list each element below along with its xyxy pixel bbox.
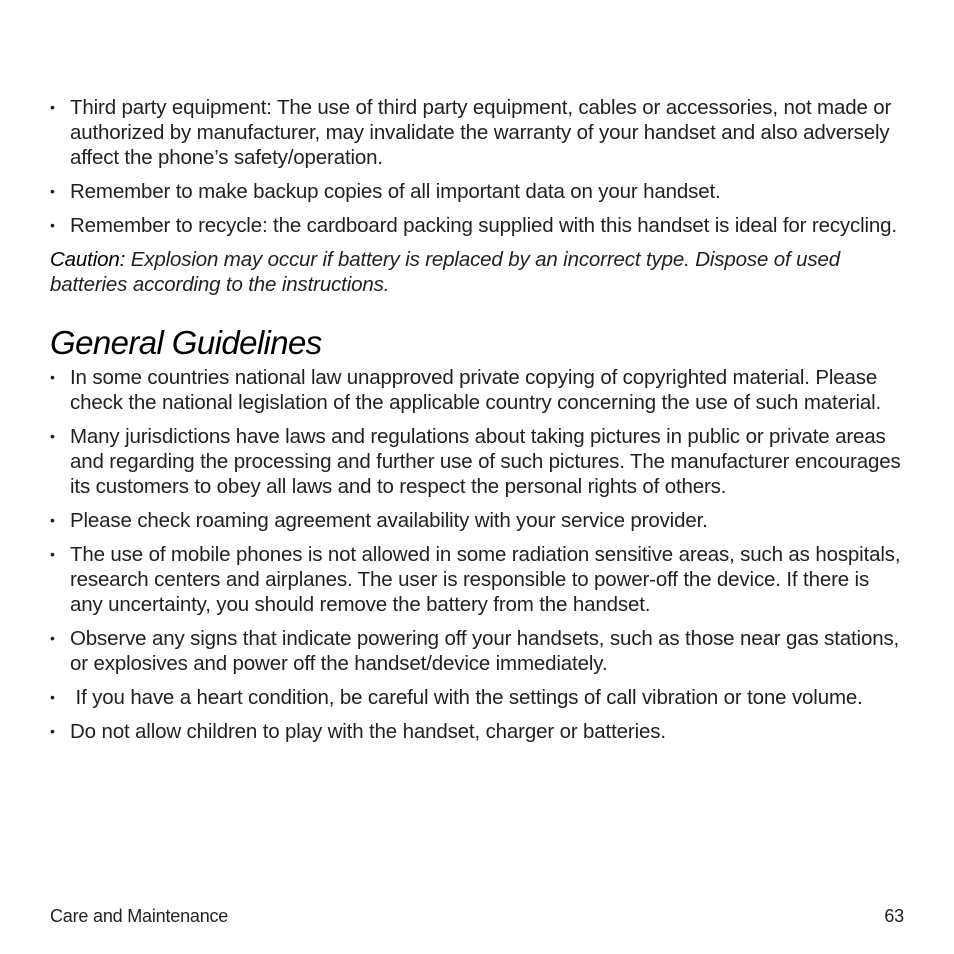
page-content (50, 95, 902, 753)
list-item (50, 179, 902, 204)
list-item (50, 542, 902, 617)
footer-section-name: Care and Maintenance (50, 906, 229, 926)
list-item-text: Remember to make backup copies of all important data on your handset. (70, 180, 721, 203)
guidelines-list (50, 365, 902, 744)
list-item (50, 626, 902, 676)
bullet-icon: • (50, 183, 55, 199)
caution-note (50, 247, 902, 297)
list-item (50, 685, 902, 710)
list-item (50, 365, 902, 415)
list-item (50, 213, 902, 238)
list-item-text: Do not allow children to play with the handset, charger or batteries. (70, 720, 666, 743)
list-item (50, 424, 902, 499)
bullet-icon: • (50, 723, 55, 739)
caution-label: Caution: (50, 248, 126, 271)
bullet-icon: • (50, 512, 55, 528)
bullet-icon: • (50, 99, 55, 115)
section-title: General Guidelines (50, 324, 322, 361)
list-item-text: If you have a heart condition, be careful with the settings of call vibration or tone volume. (70, 686, 863, 709)
bullet-icon: • (50, 689, 55, 705)
caution-text: Explosion may occur if battery is replaced by an incorrect type. Dispose of used batteries according to the instructions. (50, 248, 840, 296)
list-item-text: Remember to recycle: the cardboard packing supplied with this handset is ideal for recycling. (70, 214, 897, 237)
list-item (50, 508, 902, 533)
list-item-text: Many jurisdictions have laws and regulations about taking pictures in public or private areas and regarding the processing and further use of such pictures. The manufacturer encourages its customers to obey all laws and to respect the personal rights of others. (70, 425, 901, 498)
list-item-text: Observe any signs that indicate powering off your handsets, such as those near gas stations, or explosives and power off the handset/device immediately. (70, 627, 900, 675)
bullet-icon: • (50, 428, 55, 444)
list-item-text: Please check roaming agreement availability with your service provider. (70, 509, 708, 532)
bullet-icon: • (50, 630, 55, 646)
list-item-text: In some countries national law unapproved private copying of copyrighted material. Please check the national legislation of the applicable country concerning the use of such material. (70, 366, 882, 414)
list-item (50, 95, 902, 170)
bullet-icon: • (50, 217, 55, 233)
footer-page-number: 63 (884, 906, 904, 926)
bullet-icon: • (50, 546, 55, 562)
top-bullet-list (50, 95, 902, 238)
list-item (50, 719, 902, 744)
list-item-text: Third party equipment: The use of third party equipment, cables or accessories, not made or authorized by manufacturer, may invalidate the warranty of your handset and also adversely affect the phone’s safety/operation. (70, 96, 892, 169)
bullet-icon: • (50, 369, 55, 385)
list-item-text: The use of mobile phones is not allowed in some radiation sensitive areas, such as hospitals, research centers and airplanes. The user is responsible to power-off the device. If there is any uncertainty, you should remove the battery from the handset. (70, 543, 901, 616)
